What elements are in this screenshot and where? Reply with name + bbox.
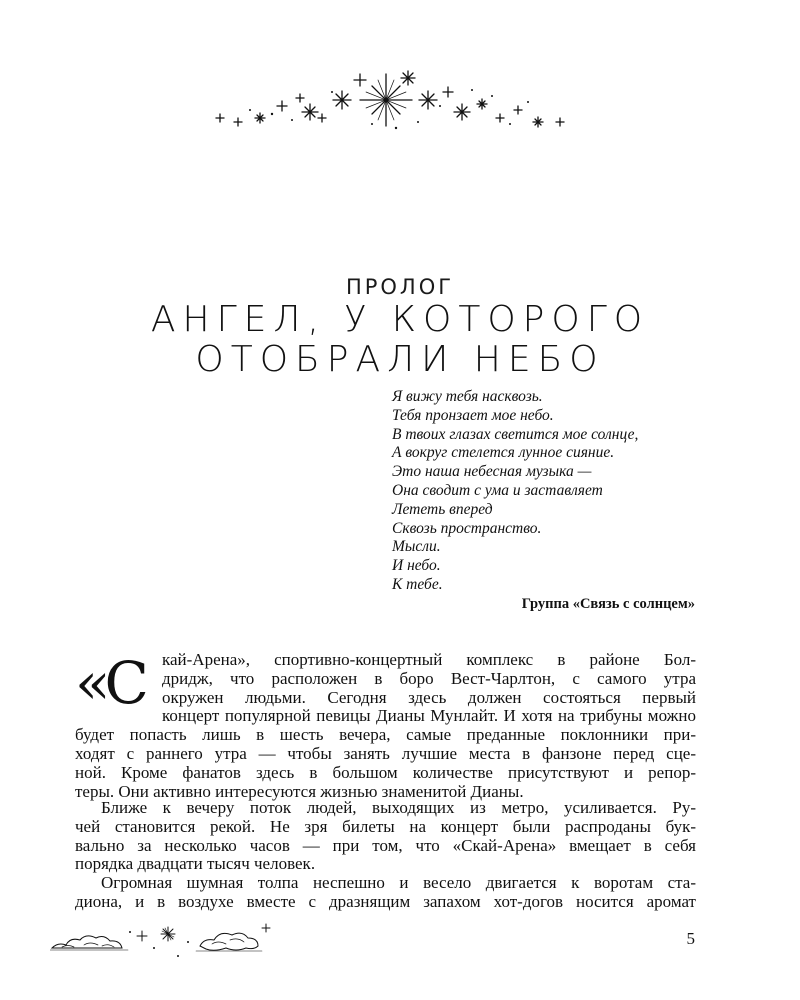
drop-cap: «С [75,649,143,717]
epigraph-line: Мысли. [392,538,441,556]
text-line: кай-Арена», спортивно-концертный комплекс в районе Бол- [162,650,696,669]
text-line: окружен людьми. Сегодня здесь должен состояться первый [162,687,696,707]
paragraph-3 [75,874,696,912]
epigraph-line: Я вижу тебя насквозь. [392,388,543,405]
paragraph-1 [75,651,696,801]
epigraph [392,388,638,595]
epigraph-line: К тебе. [392,575,443,593]
epigraph-line: Сквозь пространство. [392,519,542,537]
text-line: Огромная шумная толпа неспешно и весело двигается к воротам ста- [101,873,696,892]
epigraph-line: А вокруг стелется лунное сияние. [392,444,615,462]
epigraph-attribution: Группа «Связь с солнцем» [521,596,695,612]
stars-ornament-icon [200,62,580,142]
text-line: Ближе к вечеру поток людей, выходящих из метро, усиливается. Ру- [101,798,696,817]
text-line: вально за несколько часов — при том, что «Скай-Арена» вмещает в себя [75,835,696,855]
text-line: концерт популярной певицы Дианы Мунлайт. И хотя на трибуны можно [162,706,696,726]
epigraph-line: В твоих глазах светится мое солнце, [392,425,639,443]
page-number: 5 [686,929,695,948]
chapter-label: ПРОЛОГ [345,275,455,299]
epigraph-line: Лететь вперед [392,500,493,518]
text-line: будет попасть лишь в шесть вечера, самые преданные поклонники при- [75,725,696,745]
text-line: ходят с раннего утра — чтобы занять лучшие места в фанзоне перед сце- [75,743,696,763]
text-line: теры. Они активно интересуются жизнью знаменитой Дианы. [75,781,524,801]
clouds-stars-ornament-icon [50,918,280,960]
text-line: дридж, что расположен в боро Вест-Чарлтон, с самого утра [162,668,696,688]
chapter-title-line-2: ОТОБРАЛИ НЕБО [195,339,605,380]
epigraph-line: И небо. [392,557,441,575]
paragraph-2 [75,799,696,874]
text-line: порядка двадцати тысяч человек. [75,854,316,874]
epigraph-line: Тебя пронзает мое небо. [392,406,554,424]
text-line: ной. Кроме фанатов здесь в большом количестве присутствуют и репор- [75,762,696,782]
epigraph-line: Это наша небесная музыка — [392,463,592,481]
chapter-title-line-1: АНГЕЛ, У КОТОРОГО [150,299,650,340]
text-line: диона, и в воздухе вместе с дразнящим запахом хот-догов носится аромат [75,891,696,911]
epigraph-line: Она сводит с ума и заставляет [392,481,603,499]
text-line: чей становится рекой. Не зря билеты на концерт были распроданы бук- [75,816,696,836]
